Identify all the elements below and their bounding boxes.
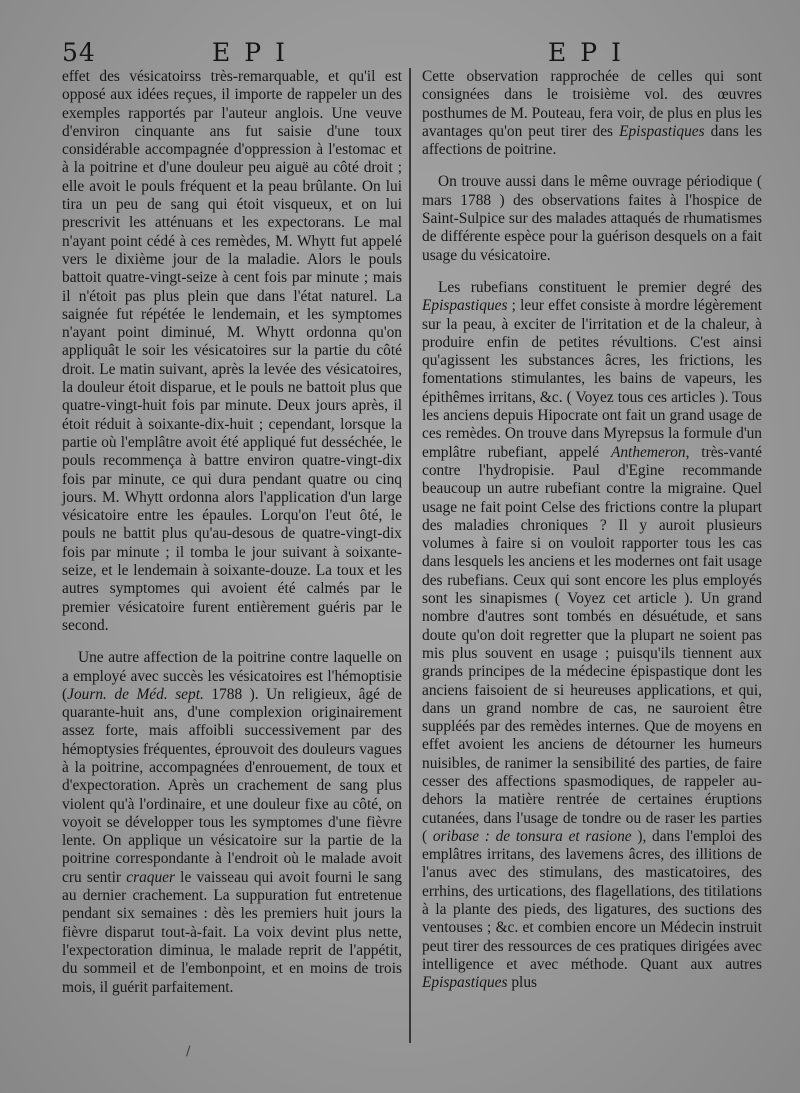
column-divider [409,68,411,1043]
text-run: plus [507,974,538,992]
right-paragraph-3 [422,279,762,993]
running-head-left: EPI [212,38,299,67]
italic-word: craquer [126,868,175,886]
signature-mark: / [186,1044,191,1059]
right-paragraph-1 [422,68,762,159]
italic-term: Anthemeron [610,443,686,461]
text-run: ; leur effet consiste à mordre légèrement sur la peau, à exciter de l'irritation et de la chaleur, à produire enfin de petites révultions. C'est ainsi qu'agissent les substances âcres, les frictions, les fomentations stimulantes, les bains de vapeurs, les épithêmes irritans, &c. ( Voyez tous ces articles ). Tous les anciens depuis Hipocrate ont fait un grand usage de ces remèdes. On trouve dans Myrepsus la formule d'un emplâtre rubefiant, appelé [422,297,762,461]
page-number: 54 [62,38,96,67]
text-run: Cette observation rapprochée de celles qui sont consignées dans le troisième vol. des œuvres posthumes de M. Pouteau, fera voir, de plus en plus les avantages qu'on peut tirer des [422,68,762,140]
italic-term: Epispastiques [619,122,705,140]
text-run: ), dans l'emploi des emplâtres irritans, des lavemens âcres, des illitions de l'anus avec des stimulans, des masticatoires, des errhins, des urtications, des flagellations, des titilations à la plante des pieds, des ligatures, des suctions des ventouses ; &c. et combien encore un Médecin instruit peut tirer des ressources de ces pratiques dirigées avec intelligence et avec méthode. Quant aux autres [422,827,762,973]
journal-citation: Journ. de Méd. sept. [67,685,204,703]
italic-term: Epispastiques [422,297,508,315]
left-paragraph-1: effet des vésicatoirss très-remarquable, et qu'il est opposé aux idées reçues, il importe de rappeler un des exemples rapportés par l'auteur anglois. Une veuve d'environ cinquante ans fut saisie d'une toux considérable accompagnée d'oppression à l'estomac et à la poitrine et d'une douleur peu aiguë au côté droit ; elle avoit le pouls fréquent et la peau brûlante. On lui tira un peu de sang qui étoit visqueux, et on lui prescrivit les atténuans et les expectorans. Le mal n'ayant point cédé à ces remèdes, M. Whytt fut appelé vers le dixième jour de la maladie. Alors le pouls battoit quatre-vingt-seize à cent fois par minute ; mais il n'étoit pas plus plein que dans l'état naturel. La saignée fut répétée le lendemain, et les symptomes n'ayant point diminué, M. Whytt ordonna qu'on appliquât le soir les vésicatoires sur la partie du côté droit. Le matin suivant, après la levée des vésicatoires, la douleur étoit disparue, et le pouls ne battoit plus que quatre-vingt-huit fois par minute. Deux jours après, il étoit réduit à soixante-dix-huit ; cependant, lorsque la partie où l'emplâtre avoit été appliqué fut desséchée, le pouls recommença à battre environ quatre-vingt-dix fois par minute, ce qui dura pendant quatre ou cinq jours. M. Whytt ordonna alors l'application d'un large vésicatoire entre les épaules. Lorqu'on l'eut ôté, le pouls ne battit plus qu'au-desous de quatre-vingt-dix fois par minute ; il tomba le jour suivant à soixante-seize, et le lendemain à soixante-douze. La toux et les autres symptomes qui avoient été calmés par le premier vésicatoire furent entièrement guéris par le second. [62,68,402,634]
left-paragraph-2 [62,649,402,997]
right-column [422,68,762,993]
text-run: Une autre affection de la poitrine contre laquelle on a employé avec succès les vésicatoires est l'hémoptisie ( [62,649,402,703]
text-run: le vaisseau qui avoit fourni le sang au dernier crachement. La suppuration fut entretenue pendant six semaines : dès les premiers huit jours la fièvre disparut tout-à-fait. La voix devint plus nette, l'expectoration diminua, le malade reprit de l'appétit, du sommeil et de l'embonpoint, et en moins de trois mois, il guérit parfaitement. [62,868,402,996]
page-header [0,38,800,72]
left-column [62,68,402,997]
text-run: 1788 ). Un religieux, âgé de quarante-huit ans, d'une complexion originairement assez forte, mais affoibli successivement par des hémoptysies fréquentes, éprouvoit des douleurs vagues à la poitrine, accompagnées d'enrouement, de toux et d'expectoration. Après un crachement de sang plus violent qu'à l'ordinaire, et une douleur fixe au côté, on voyoit se développer tous les symptomes d'une fièvre lente. On applique un vésicatoire sur la partie de la poitrine correspondante à l'endroit où le malade avoit cru sentir [62,685,402,886]
running-head-right: EPI [548,38,635,67]
right-paragraph-2: On trouve aussi dans le même ouvrage périodique ( mars 1788 ) des observations faites à l'hospice de Saint-Sulpice sur des malades attaqués de rhumatismes de différente espèce pour la guérison desquels on a fait usage du vésicatoire. [422,173,762,264]
italic-term: Epispastiques [422,974,508,992]
italic-citation: oribase : de tonsura et rasione [432,827,632,845]
text-run: dans les affections de poitrine. [422,122,762,159]
text-run: , très-vanté contre l'hydropisie. Paul d'Egine recommande beaucoup un autre rubefiant contre la migraine. Quel usage ne fait point Celse des frictions contre la plupart des maladies chroniques ? Il y auroit plusieurs volumes à faire si on vouloit rapporter tous les cas dans lesquels les anciens et les modernes ont fait usage des rubefians. Ceux qui sont encore les plus employés sont les sinapismes ( Voyez cet article ). Un grand nombre d'autres sont tombés en désuétude, et sans doute qu'on doit regretter que la plupart ne soient pas mis plus souvent en usage ; puisqu'ils tiennent aux grands principes de la médecine épispastique dont les anciens faisoient de si heureuses applications, et qui, dans un grand nombre de cas, ne sauroient être suppléés par des remèdes internes. Que de moyens en effet avoient les anciens de détourner les humeurs nuisibles, de ranimer la sensibilité des parties, de faire cesser des affections spasmodiques, de rappeler au-dehors la matière rentrée de certaines éruptions cutanées, dans l'usage de tondre ou de raser les parties ( [422,443,762,845]
text-run: Les rubefians constituent le premier degré des [438,278,762,296]
